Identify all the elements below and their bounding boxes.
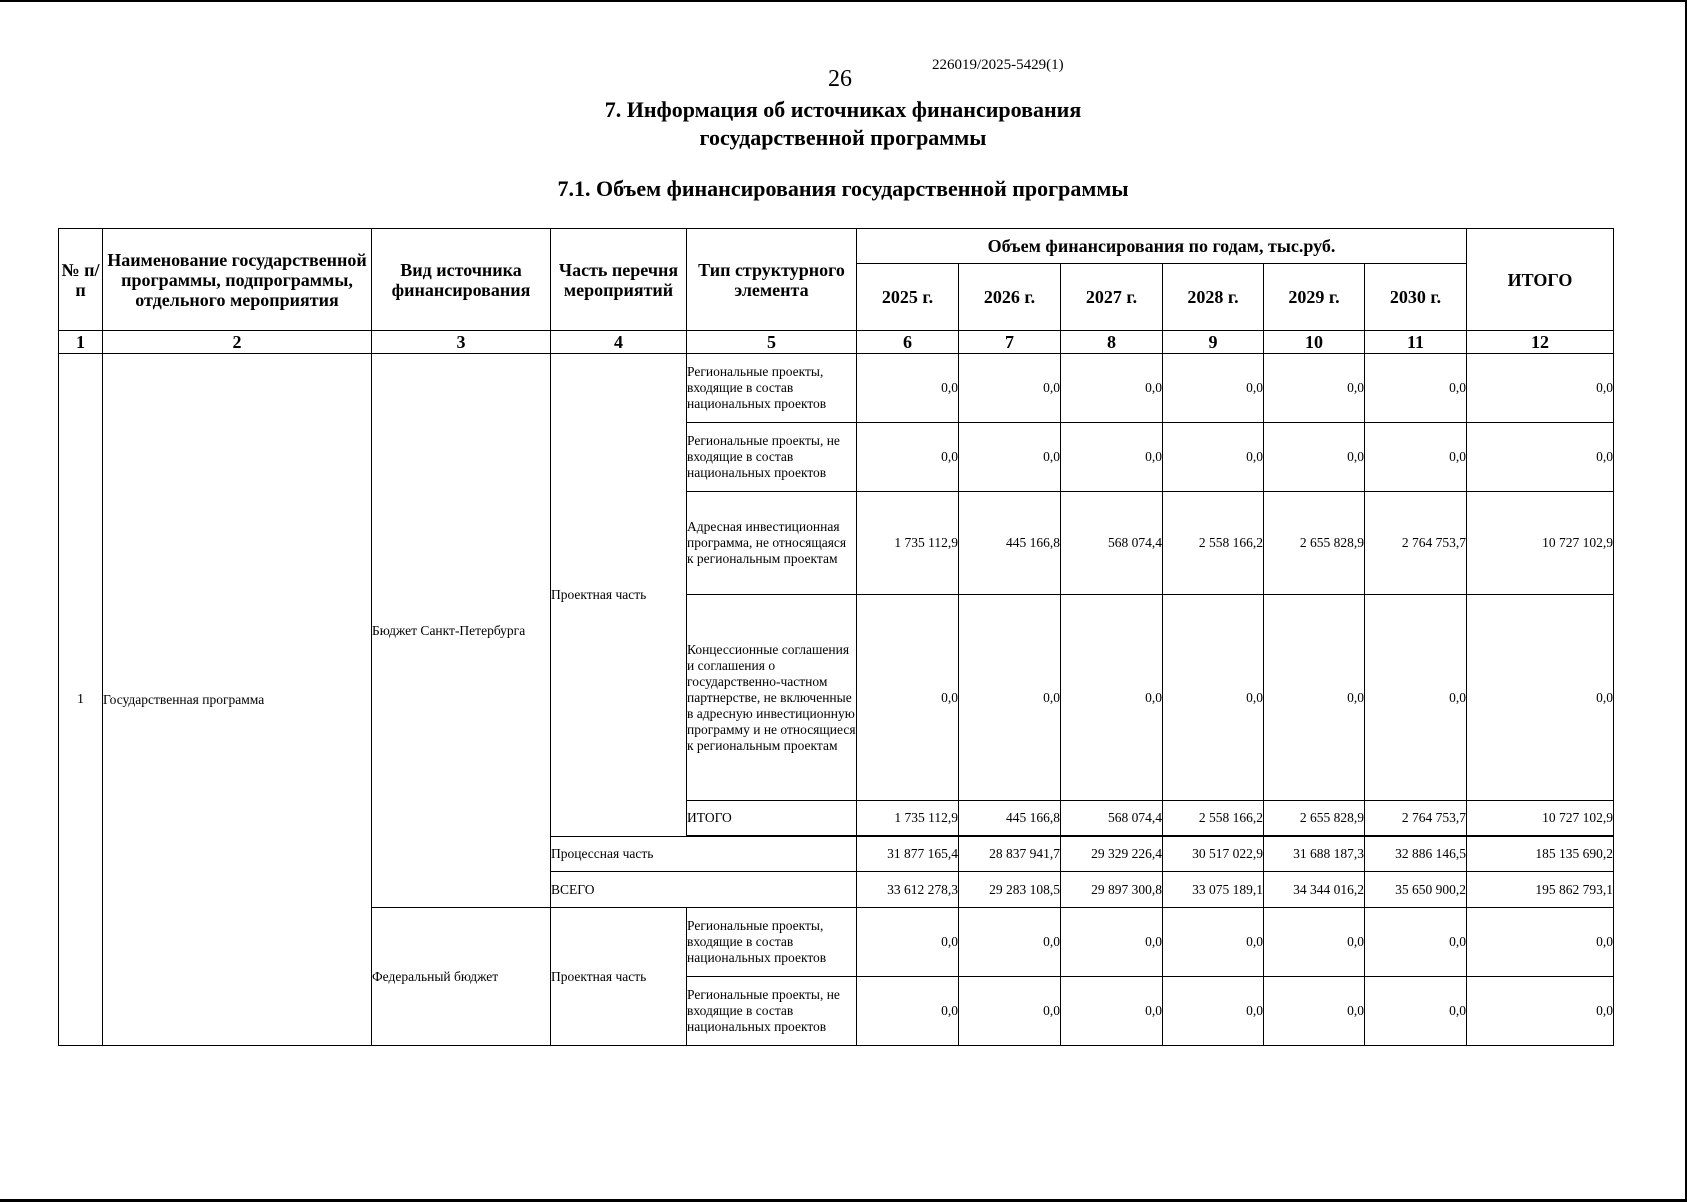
value-cell: 0,0: [1163, 908, 1264, 977]
column-number: 7: [959, 331, 1061, 354]
activity-part-project: Проектная часть: [551, 908, 687, 1046]
element-type-cell: Региональные проекты, не входящие в состав национальных проектов: [687, 423, 857, 492]
element-type-cell: Региональные проекты, не входящие в состав национальных проектов: [687, 977, 857, 1046]
program-name-cell: Государственная программа: [103, 354, 372, 1046]
grand-total-label: ВСЕГО: [551, 872, 857, 908]
value-cell: 2 655 828,9: [1264, 801, 1365, 836]
value-cell: 35 650 900,2: [1365, 872, 1467, 908]
total-cell: 0,0: [1467, 595, 1614, 801]
column-number: 9: [1163, 331, 1264, 354]
value-cell: 0,0: [959, 595, 1061, 801]
column-number: 10: [1264, 331, 1365, 354]
value-cell: 29 283 108,5: [959, 872, 1061, 908]
value-cell: 0,0: [1061, 977, 1163, 1046]
header-row-1: [59, 229, 1614, 264]
value-cell: 33 612 278,3: [857, 872, 959, 908]
element-type-cell: Региональные проекты, входящие в состав национальных проектов: [687, 908, 857, 977]
subsection-title: 7.1. Объем финансирования государственной программы: [557, 176, 1129, 201]
value-cell: 29 329 226,4: [1061, 837, 1163, 872]
value-cell: 445 166,8: [959, 801, 1061, 836]
column-number: 1: [59, 331, 103, 354]
value-cell: 28 837 941,7: [959, 837, 1061, 872]
value-cell: 0,0: [1061, 908, 1163, 977]
table-row: [59, 354, 1614, 423]
funding-source-federal: Федеральный бюджет: [372, 908, 551, 1046]
header-year: 2030 г.: [1365, 264, 1467, 331]
header-element-type: Тип структурного элемента: [687, 229, 857, 331]
activity-part-project: Проектная часть: [551, 354, 687, 837]
value-cell: 31 877 165,4: [857, 837, 959, 872]
value-cell: 0,0: [959, 908, 1061, 977]
row-number: 1: [59, 354, 103, 1046]
section-title-line-1: 7. Информация об источниках финансирования: [604, 97, 1082, 122]
value-cell: 0,0: [1264, 977, 1365, 1046]
value-cell: 0,0: [959, 977, 1061, 1046]
value-cell: 0,0: [1365, 908, 1467, 977]
value-cell: 1 735 112,9: [857, 492, 959, 595]
value-cell: 568 074,4: [1061, 492, 1163, 595]
column-number: 5: [687, 331, 857, 354]
value-cell: 0,0: [1365, 595, 1467, 801]
value-cell: 31 688 187,3: [1264, 837, 1365, 872]
column-number: 8: [1061, 331, 1163, 354]
header-year: 2026 г.: [959, 264, 1061, 331]
value-cell: 32 886 146,5: [1365, 837, 1467, 872]
total-cell: 0,0: [1467, 423, 1614, 492]
total-cell: 185 135 690,2: [1467, 837, 1614, 872]
section-title-line-2: государственной программы: [699, 125, 987, 150]
header-activity-part: Часть перечня мероприятий: [551, 229, 687, 331]
value-cell: 0,0: [1061, 354, 1163, 423]
column-number-row: [59, 331, 1614, 354]
value-cell: 29 897 300,8: [1061, 872, 1163, 908]
value-cell: 445 166,8: [959, 492, 1061, 595]
value-cell: 568 074,4: [1061, 801, 1163, 836]
page-number: 26: [828, 66, 852, 92]
value-cell: 2 764 753,7: [1365, 492, 1467, 595]
value-cell: 0,0: [857, 908, 959, 977]
total-cell: 0,0: [1467, 977, 1614, 1046]
value-cell: 0,0: [959, 354, 1061, 423]
header-number: № п/п: [59, 229, 103, 331]
total-cell: 10 727 102,9: [1467, 492, 1614, 595]
header-years-group: Объем финансирования по годам, тыс.руб.: [857, 229, 1467, 264]
value-cell: 2 764 753,7: [1365, 801, 1467, 836]
value-cell: 0,0: [857, 354, 959, 423]
value-cell: 0,0: [1264, 354, 1365, 423]
subtotal-label: ИТОГО: [687, 801, 857, 836]
header-year: 2028 г.: [1163, 264, 1264, 331]
column-number: 12: [1467, 331, 1614, 354]
funding-source-spb: Бюджет Санкт-Петербурга: [372, 354, 551, 908]
value-cell: 1 735 112,9: [857, 801, 959, 836]
element-type-cell: Адресная инвестиционная программа, не относящаяся к региональным проектам: [687, 492, 857, 595]
column-number: 6: [857, 331, 959, 354]
column-number: 11: [1365, 331, 1467, 354]
value-cell: 0,0: [857, 977, 959, 1046]
value-cell: 0,0: [1061, 595, 1163, 801]
total-cell: 195 862 793,1: [1467, 872, 1614, 908]
value-cell: 30 517 022,9: [1163, 837, 1264, 872]
header-year: 2025 г.: [857, 264, 959, 331]
total-cell: 0,0: [1467, 908, 1614, 977]
header-funding-source: Вид источника финансирования: [372, 229, 551, 331]
value-cell: 2 655 828,9: [1264, 492, 1365, 595]
value-cell: 0,0: [1365, 423, 1467, 492]
header-program-name: Наименование государственной программы, подпрограммы, отдельного мероприятия: [103, 229, 372, 331]
header-year: 2029 г.: [1264, 264, 1365, 331]
financing-table: [58, 228, 1614, 1046]
value-cell: 0,0: [1163, 423, 1264, 492]
total-cell: 10 727 102,9: [1467, 801, 1614, 836]
value-cell: 34 344 016,2: [1264, 872, 1365, 908]
value-cell: 0,0: [1264, 595, 1365, 801]
document-id: 226019/2025-5429(1): [932, 57, 1064, 73]
element-type-cell: Концессионные соглашения и соглашения о государственно-частном партнерстве, не включенные в адресную инвестиционную программу и не относящиеся к региональным проектам: [687, 595, 857, 801]
value-cell: 0,0: [959, 423, 1061, 492]
element-type-cell: Региональные проекты, входящие в состав национальных проектов: [687, 354, 857, 423]
value-cell: 2 558 166,2: [1163, 801, 1264, 836]
value-cell: 0,0: [1365, 354, 1467, 423]
column-number: 2: [103, 331, 372, 354]
value-cell: 0,0: [1163, 977, 1264, 1046]
column-number: 4: [551, 331, 687, 354]
value-cell: 0,0: [1061, 423, 1163, 492]
value-cell: 0,0: [1163, 595, 1264, 801]
total-cell: 0,0: [1467, 354, 1614, 423]
value-cell: 0,0: [1163, 354, 1264, 423]
value-cell: 33 075 189,1: [1163, 872, 1264, 908]
process-part-label: Процессная часть: [551, 837, 857, 872]
value-cell: 2 558 166,2: [1163, 492, 1264, 595]
value-cell: 0,0: [1264, 908, 1365, 977]
value-cell: 0,0: [1365, 977, 1467, 1046]
header-year: 2027 г.: [1061, 264, 1163, 331]
value-cell: 0,0: [857, 595, 959, 801]
column-number: 3: [372, 331, 551, 354]
value-cell: 0,0: [1264, 423, 1365, 492]
value-cell: 0,0: [857, 423, 959, 492]
header-total: ИТОГО: [1467, 229, 1614, 331]
